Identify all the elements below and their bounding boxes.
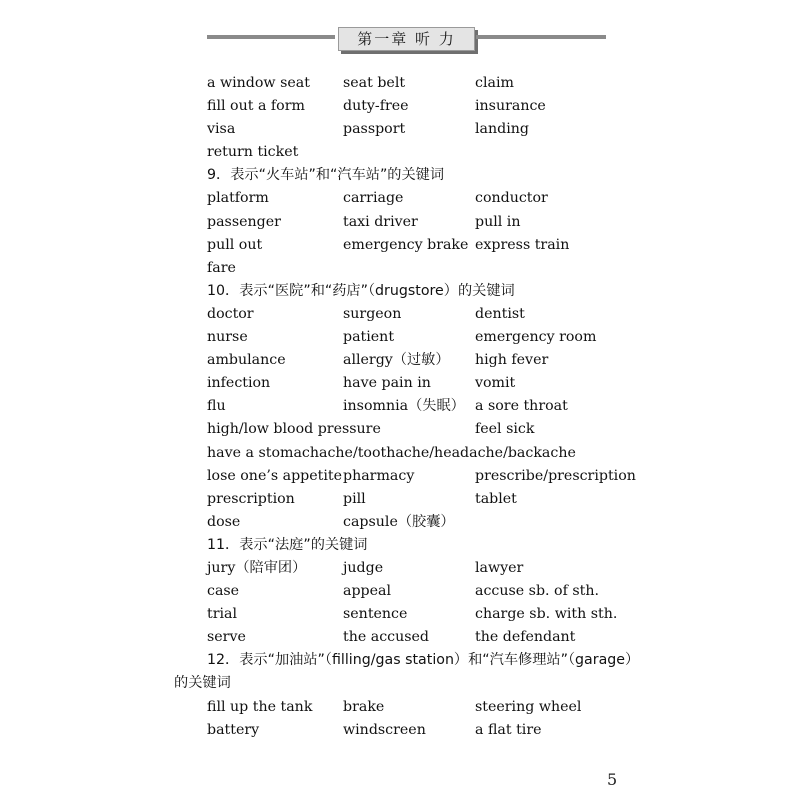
word: have pain in [343,375,431,392]
word-row [207,465,667,488]
word: allergy（过敏） [343,352,450,369]
word-row [207,118,667,141]
word-row [207,234,667,257]
word-row [207,603,667,626]
word: emergency room [475,329,597,346]
word: insurance [475,98,546,115]
word: jury（陪审团） [207,559,307,576]
word: duty-free [343,98,409,115]
word: tablet [475,490,517,507]
word: patient [343,329,395,346]
word: landing [475,121,529,138]
word: prescription [207,490,295,507]
word: accuse sb. of sth. [475,583,599,600]
word: infection [207,375,271,392]
word: serve [207,629,246,646]
word: pull out [207,236,263,253]
word-row [207,72,667,95]
word-row [207,719,667,742]
word: a window seat [207,75,310,91]
word: taxi driver [343,213,418,230]
word [343,257,475,280]
word: appeal [343,583,392,600]
word: dose [207,513,241,530]
word: seat belt [343,75,406,91]
word [475,257,665,280]
header-rule-left [207,35,335,39]
chapter-header: 第一章 听 力 [338,27,475,51]
section-heading-hospital-drugstore: 10．表示“医院”和“药店”（drugstore）的关键词 [207,282,515,299]
word: feel sick [475,421,535,438]
word: a sore throat [475,398,568,415]
word [475,511,665,534]
word: pharmacy [343,467,415,484]
word: fill out a form [207,98,305,115]
word-row [207,326,667,349]
word: carriage [343,190,404,207]
word: claim [475,75,514,91]
word: have a stomachache/toothache/headache/backache [207,444,576,461]
section-heading-gas-station-garage-cont: 的关键词 [174,675,231,692]
page-number: 5 [607,770,618,789]
word-row [207,95,667,118]
word: ambulance [207,352,286,369]
word-row [207,580,667,603]
word: pill [343,490,366,507]
word: prescribe/prescription [475,467,636,484]
word: the accused [343,629,429,646]
word-row [207,349,667,372]
word: flu [207,398,226,415]
word-row [207,442,667,465]
word: platform [207,190,269,207]
section-heading-gas-station-garage: 12．表示“加油站”（filling/gas station）和“汽车修理站”（garage） [207,652,640,669]
word-row [207,395,667,418]
word: trial [207,606,238,623]
word: high fever [475,352,549,369]
word: surgeon [343,305,402,322]
word: windscreen [343,721,426,738]
word: insomnia（失眠） [343,398,465,415]
word: visa [207,121,236,138]
word [475,141,665,164]
word: nurse [207,329,248,346]
word: judge [343,559,384,576]
word: passport [343,121,406,138]
word: high/low blood pressure [207,421,381,438]
word: capsule（胶囊） [343,513,455,530]
word: passenger [207,213,281,230]
word-row [207,187,667,210]
word: battery [207,721,260,738]
section-heading-court: 11．表示“法庭”的关键词 [207,536,368,553]
word: case [207,583,240,600]
word-row [207,372,667,395]
word: fill up the tank [207,698,313,715]
word-row [207,257,667,280]
word: pull in [475,213,521,230]
word-row [207,511,667,534]
word-row [207,303,667,326]
word-row [207,418,667,441]
header-rule-right [476,35,606,39]
word: conductor [475,190,548,207]
word: fare [207,259,236,276]
word: dentist [475,305,525,322]
word: emergency brake [343,236,469,253]
word: express train [475,236,570,253]
word [343,141,475,164]
word-row [207,488,667,511]
word: the defendant [475,629,576,646]
word: vomit [475,375,516,392]
word: charge sb. with sth. [475,606,618,623]
word: doctor [207,305,254,322]
word: brake [343,698,385,715]
word: return ticket [207,144,299,161]
word: lose one’s appetite [207,467,342,484]
word: steering wheel [475,698,582,715]
word: sentence [343,606,408,623]
word-row [207,557,667,580]
word-row [207,141,667,164]
section-heading-train-bus: 9．表示“火车站”和“汽车站”的关键词 [207,167,445,184]
vocabulary-content [174,72,667,742]
word: lawyer [475,559,524,576]
word-row [207,626,667,649]
word: a flat tire [475,721,542,738]
word-row [207,696,667,719]
word-row [207,211,667,234]
